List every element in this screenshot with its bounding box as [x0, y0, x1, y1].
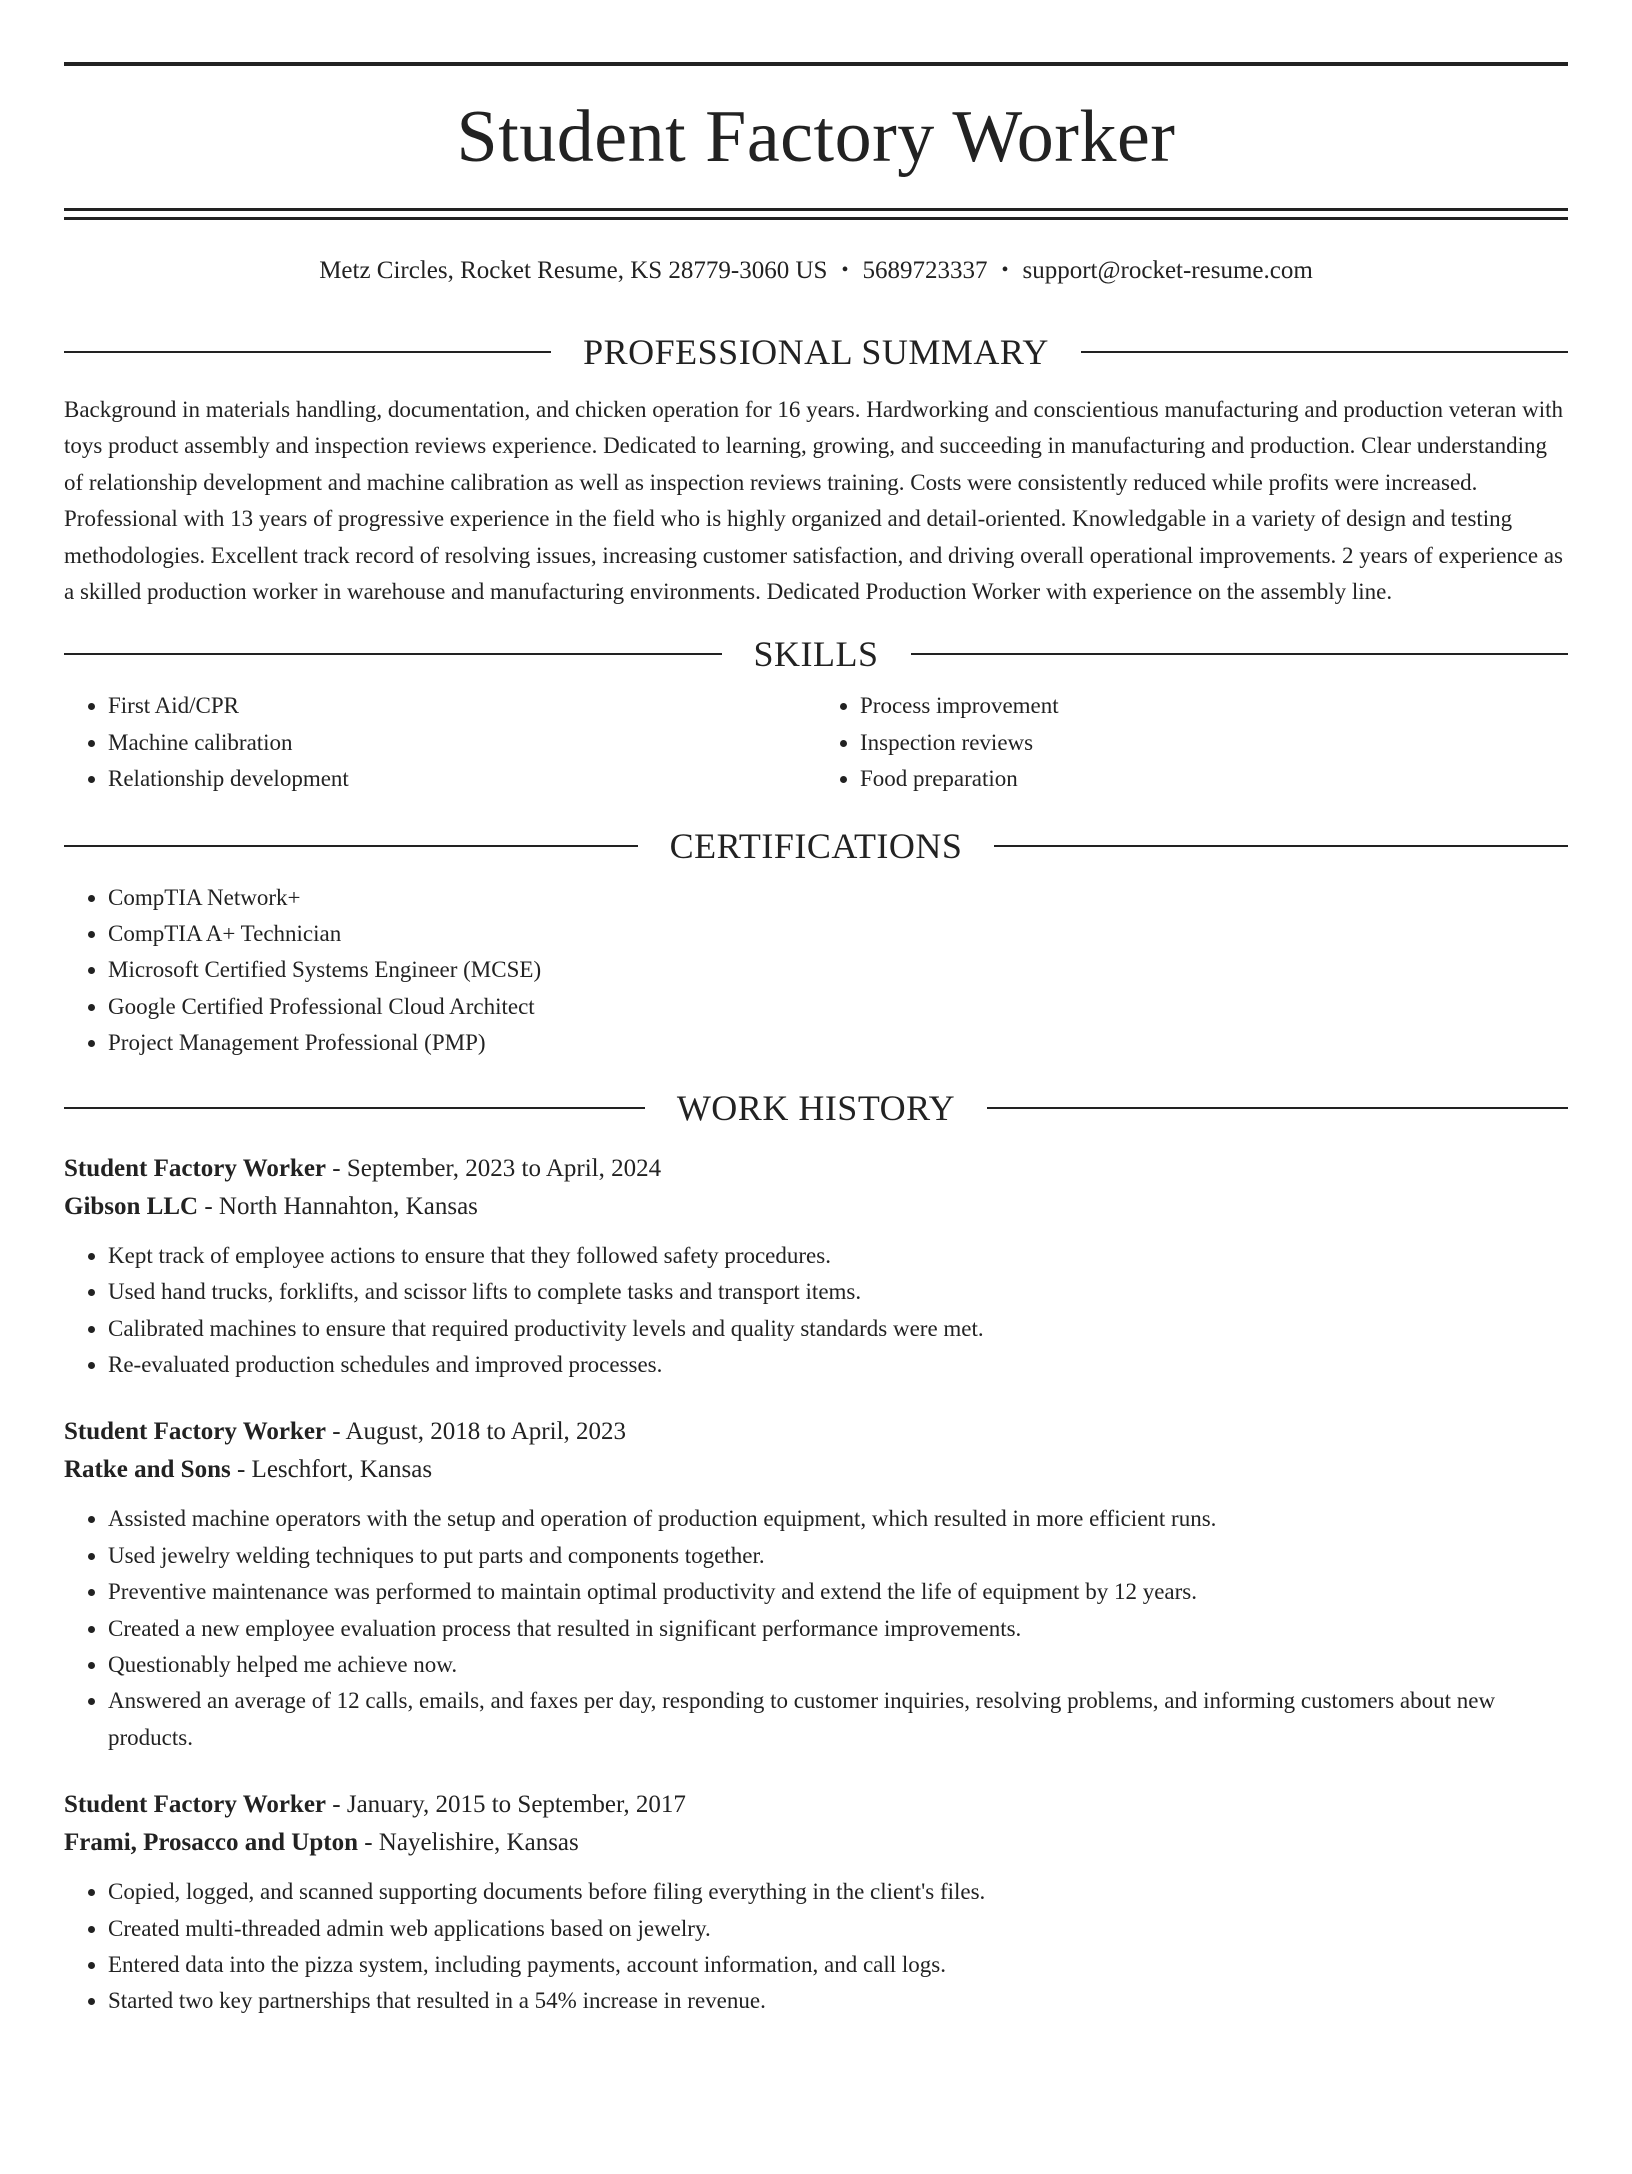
job-title-line — [64, 1786, 1568, 1824]
job-title: Student Factory Worker — [64, 1791, 327, 1819]
job-bullet: • Kept track of employee actions to ensure that they followed safety procedures. — [108, 1238, 1568, 1274]
job-title-line — [64, 1413, 1568, 1451]
certifications-list — [64, 880, 1568, 1062]
section-rule — [64, 351, 551, 353]
job-bullet: • Started two key partnerships that resulted in a 54% increase in revenue. — [108, 1983, 1568, 2019]
section-rule — [987, 1107, 1568, 1109]
job-company: Frami, Prosacco and Upton — [64, 1829, 358, 1857]
job-company: Ratke and Sons — [64, 1456, 231, 1484]
skill-item: • Process improvement — [860, 688, 1568, 724]
job-company-line — [64, 1188, 1568, 1226]
job-bullet: • Questionably helped me achieve now. — [108, 1647, 1568, 1683]
job-bullets — [64, 1874, 1568, 2020]
section-rule — [64, 845, 638, 847]
job-bullet: • Copied, logged, and scanned supporting documents before filing everything in the client's files. — [108, 1874, 1568, 1910]
certification-item: • Project Management Professional (PMP) — [108, 1025, 1568, 1061]
job-bullet: • Used hand trucks, forklifts, and scissor lifts to complete tasks and transport items. — [108, 1274, 1568, 1310]
certifications-section-header — [64, 825, 1568, 866]
summary-text: Background in materials handling, documentation, and chicken operation for 16 years. Hardworking and conscientious manufacturing and production veteran with toys product assembly and inspection reviews experience. Dedicated to learning, growing, and succeeding in manufacturing and production. Clear understanding of relationship development and machine calibration as well as inspection reviews training. Costs were consistently reduced while profits were increased. Professional with 13 years of progressive experience in the field who is highly organized and detail-oriented. Knowledgable in a variety of design and testing methodologies. Excellent track record of resolving issues, increasing customer satisfaction, and driving overall operational improvements. 2 years of experience as a skilled production worker in warehouse and manufacturing environments. Dedicated Production Worker with experience on the assembly line. — [64, 397, 1564, 605]
job-dates: - September, 2023 to April, 2024 — [326, 1154, 662, 1182]
job-company-line — [64, 1824, 1568, 1862]
candidate-name: Student Factory Worker — [456, 96, 1176, 178]
contact-address: Metz Circles, Rocket Resume, KS 28779-3060 US — [319, 257, 828, 284]
skill-item: • First Aid/CPR — [108, 688, 816, 724]
contact-separator: • — [1001, 259, 1009, 281]
skills-section-header — [64, 634, 1568, 675]
section-rule — [911, 653, 1569, 655]
contact-email[interactable]: support@rocket-resume.com — [1022, 257, 1313, 284]
job-bullet: • Assisted machine operators with the setup and operation of production equipment, which resulted in more efficient runs. — [108, 1501, 1568, 1537]
job-company-line — [64, 1451, 1568, 1489]
job-bullet: • Answered an average of 12 calls, emails, and faxes per day, responding to customer inquiries, resolving problems, and informing customers about new products. — [108, 1683, 1568, 1756]
section-rule — [994, 845, 1568, 847]
certification-item: • Microsoft Certified Systems Engineer (MCSE) — [108, 952, 1568, 988]
section-rule — [64, 653, 722, 655]
job-location: - Leschfort, Kansas — [230, 1456, 433, 1484]
contact-separator: • — [841, 259, 849, 281]
contact-phone[interactable]: 5689723337 — [862, 257, 988, 284]
skill-item: • Food preparation — [860, 761, 1568, 797]
job-bullet: • Created a new employee evaluation process that resulted in significant performance improvements. — [108, 1611, 1568, 1647]
job-bullet: • Preventive maintenance was performed to maintain optimal productivity and extend the life of equipment by 12 years. — [108, 1574, 1568, 1610]
job-title: Student Factory Worker — [64, 1154, 327, 1182]
section-rule — [64, 1107, 645, 1109]
header-double-rule — [64, 208, 1568, 220]
job-title: Student Factory Worker — [64, 1418, 327, 1446]
certifications-heading: CERTIFICATIONS — [669, 825, 963, 866]
job-bullet: • Calibrated machines to ensure that required productivity levels and quality standards were met. — [108, 1311, 1568, 1347]
job-bullet: • Re-evaluated production schedules and improved processes. — [108, 1347, 1568, 1383]
resume-page — [0, 62, 1632, 2174]
job-bullets — [64, 1501, 1568, 1756]
summary-heading: PROFESSIONAL SUMMARY — [583, 332, 1049, 372]
skill-item: • Inspection reviews — [860, 725, 1568, 761]
job-bullet: • Used jewelry welding techniques to put parts and components together. — [108, 1538, 1568, 1574]
section-rule — [1081, 351, 1568, 353]
job-entry — [64, 1413, 1568, 1756]
certification-item: • Google Certified Professional Cloud Architect — [108, 989, 1568, 1025]
skills-list-left — [64, 688, 816, 797]
summary-section-header — [64, 334, 1568, 370]
job-bullets — [64, 1238, 1568, 1384]
work-history-heading: WORK HISTORY — [676, 1087, 956, 1128]
job-bullet: • Entered data into the pizza system, including payments, account information, and call logs. — [108, 1947, 1568, 1983]
contact-line — [64, 256, 1568, 286]
job-bullet: • Created multi-threaded admin web applications based on jewelry. — [108, 1911, 1568, 1947]
job-entry — [64, 1786, 1568, 2020]
skills-list-right — [816, 688, 1568, 797]
skills-columns — [64, 688, 1568, 797]
job-company: Gibson LLC — [64, 1192, 199, 1220]
skill-item: • Relationship development — [108, 761, 816, 797]
job-dates: - January, 2015 to September, 2017 — [326, 1791, 686, 1819]
work-history-section-header — [64, 1087, 1568, 1128]
job-location: - North Hannahton, Kansas — [198, 1192, 478, 1220]
job-title-line — [64, 1150, 1568, 1188]
certification-item: • CompTIA A+ Technician — [108, 916, 1568, 952]
job-dates: - August, 2018 to April, 2023 — [326, 1418, 627, 1446]
skills-heading: SKILLS — [753, 634, 879, 675]
certification-item: • CompTIA Network+ — [108, 880, 1568, 916]
job-location: - Nayelishire, Kansas — [357, 1829, 579, 1857]
skill-item: • Machine calibration — [108, 725, 816, 761]
job-entry — [64, 1150, 1568, 1384]
